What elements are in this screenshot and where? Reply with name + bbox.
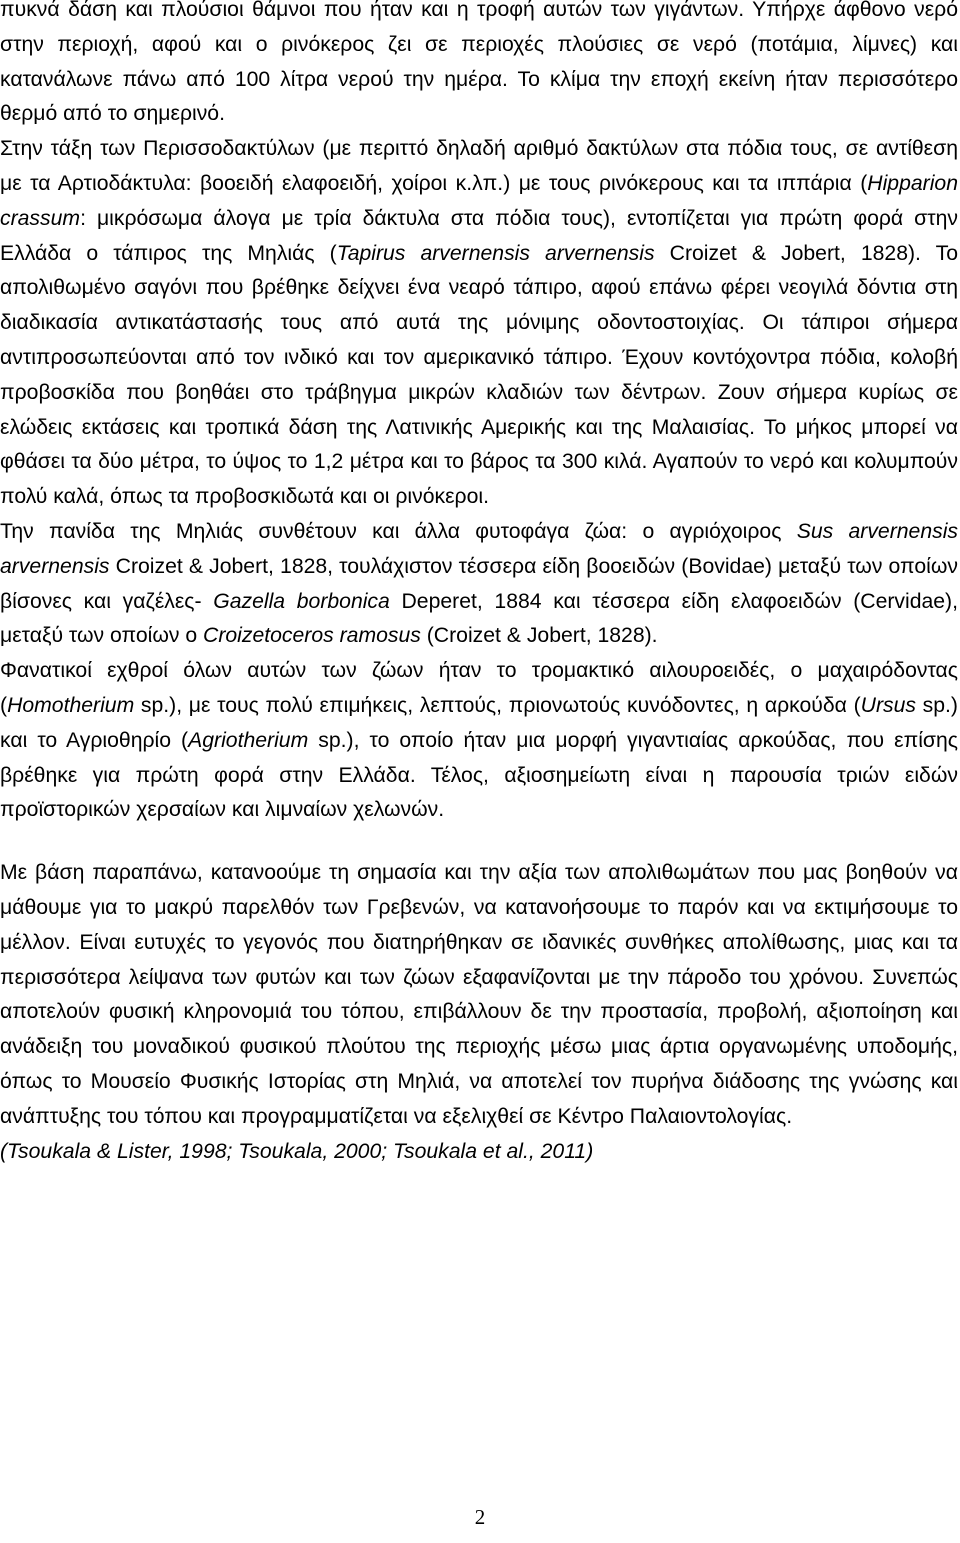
italic-taxon-name: Tapirus arvernensis arvernensis — [336, 241, 655, 265]
page-number: 2 — [474, 1505, 486, 1529]
text-run: sp.), με τους πολύ επιμήκεις, λεπτούς, πριονωτούς κυνόδοντες, η αρκούδα ( — [134, 693, 861, 717]
citation: (Tsoukala & Lister, 1998; Tsoukala, 2000; Tsoukala et al., 2011) — [0, 1139, 594, 1163]
text-run: Την πανίδα της Μηλιάς συνθέτουν και άλλα φυτοφάγα ζώα: ο αγριόχοιρος — [0, 519, 797, 543]
paragraph-conclusion — [0, 856, 958, 1134]
italic-taxon-name: Sus arvernensis arvernensis — [0, 519, 959, 578]
italic-taxon-name: Croizetoceros ramosus — [203, 624, 421, 648]
italic-taxon-name: Hipparion crassum — [0, 171, 958, 230]
text-run: Croizet & Jobert, 1828, τουλάχιστον τέσσερα είδη βοοειδών (Bovidae) μεταξύ των οποίων βίσονες και γαζέλες- — [0, 554, 958, 613]
text-run: sp.), το οποίο ήταν μια μορφή γιγαντιαίας αρκούδας, που επίσης βρέθηκε για πρώτη φορά στην Ελλάδα. Τέλος, αξιοσημείωτη είναι η παρουσία τριών ειδών προϊστορικών χερσαίων και λιμναίων χελωνών. — [0, 728, 959, 822]
text-run: : μικρόσωμα άλογα με τρία δάκτυλα στα πόδια τους), εντοπίζεται για πρώτη φορά στην Ελλάδα ο τάπιρος της Μηλιάς ( — [0, 206, 958, 265]
text-run: Croizet & Jobert, 1828). Το απολιθωμένο σαγόνι που βρέθηκε δείχνει ένα νεαρό τάπιρο, αφού επάνω φέρει νεογιλά δόντια στη διαδικασία αντικατάστασής τους από αυτά της μόνιμης οδοντοστοιχίας. Οι τάπιροι σήμερα αντιπροσωπεύονται από τον ινδικό και τον αμερικανικό τάπιρο. Έχουν κοντόχοντρα πόδια, κολοβή προβοσκίδα που βοηθάει στο τράβηγμα μικρών κλαδιών των δέντρων. Ζουν σήμερα κυρίως σε ελώδεις εκτάσεις και τροπικά δάση της Λατινικής Αμερικής και της Μαλαισίας. Το μήκος μπορεί να φθάσει τα δύο μέτρα, το ύψος το 1,2 μέτρα και το βάρος τα 300 κιλά. Αγαπούν το νερό και κολυμπούν πολύ καλά, όπως τα προβοσκιδωτά και οι ρινόκεροι. — [0, 241, 959, 509]
text-run: Deperet, 1884 και τέσσερα είδη ελαφοειδών (Cervidae), μεταξύ των οποίων ο — [0, 589, 958, 648]
text-run: sp.) και το Αγριοθηρίο ( — [0, 693, 958, 752]
text-run: πυκνά δάση και πλούσιοι θάμνοι που ήταν και η τροφή αυτών των γιγάντων. Υπήρχε άφθονο νερό στην περιοχή, αφού και ο ρινόκερος ζει σε περιοχές πλούσιες σε νερό (ποτάμια, λίμνες) και κατανάλωνε πάνω από 100 λίτρα νερού την ημέρα. Το κλίμα την εποχή εκείνη ήταν περισσότερο θερμό από το σημερινό. — [0, 0, 958, 126]
text-run: Στην τάξη των Περισσοδακτύλων (με περιττό δηλαδή αριθμό δακτύλων στα πόδια τους, σε αντίθεση με τα Αρτιοδάκτυλα: βοοειδή ελαφοειδή, χοίροι κ.λπ.) με τους ρινόκερους και τα ιππάρια ( — [0, 137, 958, 195]
text-run: (Croizet & Jobert, 1828). — [420, 624, 658, 648]
paragraph-predators — [0, 654, 958, 828]
paragraph-perissodactyls-tapir — [0, 132, 958, 515]
italic-taxon-name: Agriotherium — [188, 728, 309, 752]
paragraph-climate — [0, 0, 958, 132]
italic-taxon-name: Homotherium — [7, 693, 135, 717]
paragraph-herbivores — [0, 515, 958, 654]
italic-taxon-name: Gazella borbonica — [213, 589, 390, 613]
text-run: Με βάση παραπάνω, κατανοούμε τη σημασία και την αξία των απολιθωμάτων που μας βοηθούν να μάθουμε για το μακρύ παρελθόν των Γρεβενών, να κατανοήσουμε το παρόν και να εκτιμήσουμε το μέλλον. Είναι ευτυχές το γεγονός που διατηρήθηκαν σε ιδανικές συνθήκες απολίθωσης, μιας και τα περισσότερα λείψανα των φυτών και των ζώων εξαφανίζονται με την πάροδο του χρόνου. Συνεπώς αποτελούν φυσική κληρονομιά του τόπου, επιβάλλουν δε την προστασία, προβολή, αξιοποίηση και ανάδειξη του μοναδικού φυσικού πλούτου της περιοχής μέσω μιας άρτια οργανωμένης υποδομής, όπως το Μουσείο Φυσικής Ιστορίας στη Μηλιά, να αποτελεί τον πυρήνα διάδοσης της γνώσης και ανάπτυξης του τόπου και προγραμματίζεται να εξελιχθεί σε Κέντρο Παλαιοντολογίας. — [0, 861, 958, 1128]
italic-taxon-name: Ursus — [860, 693, 916, 717]
text-run: Φανατικοί εχθροί όλων αυτών των ζώων ήταν το τρομακτικό αιλουροειδές, ο μαχαιρόδοντας ( — [0, 659, 958, 717]
